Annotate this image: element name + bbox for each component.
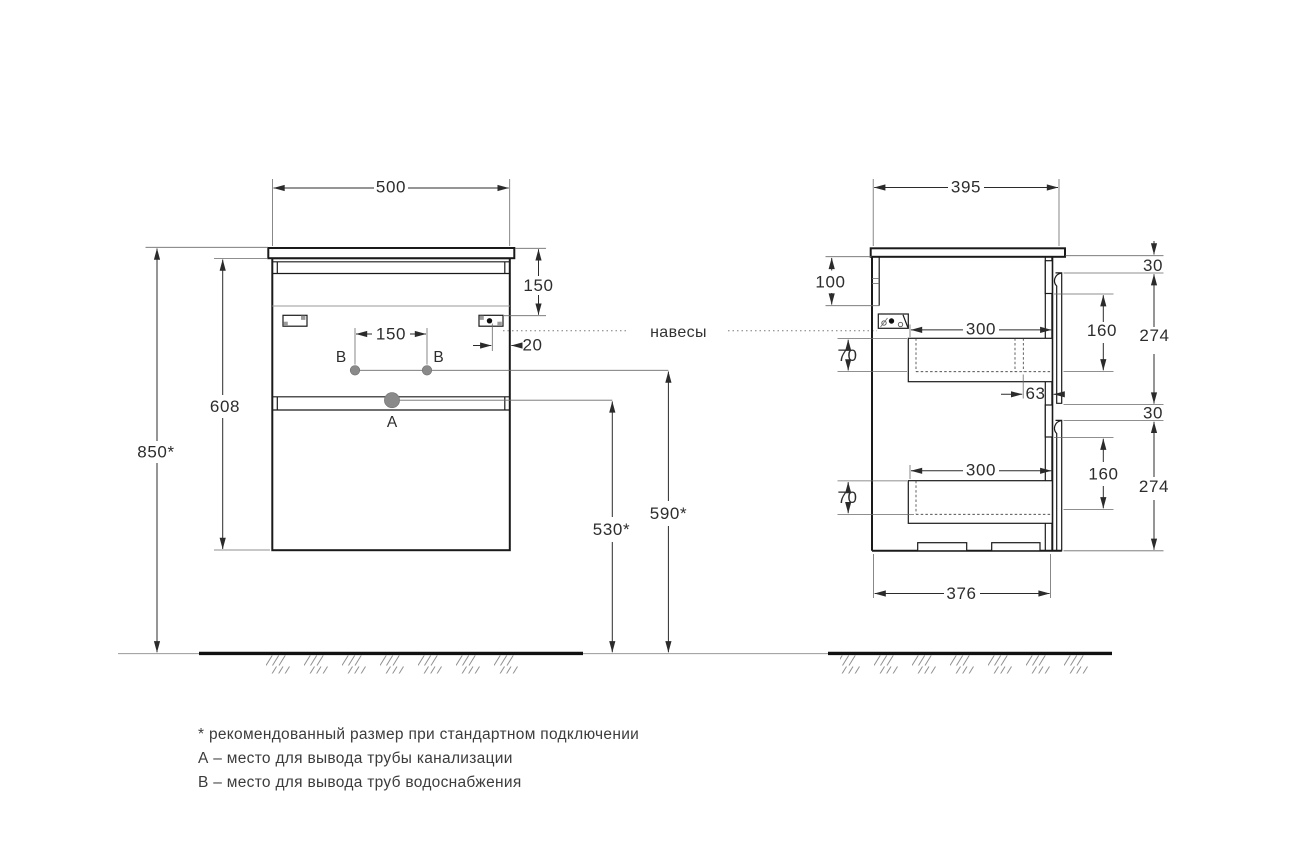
dim-upper-section: 274 — [1139, 325, 1170, 345]
dim-top-depth: 395 — [950, 177, 982, 197]
front-left-hanger-bracket — [283, 315, 307, 326]
footnote-recommended-size: * рекомендованный размер при стандартном подключении — [198, 726, 640, 743]
label-water-right: B — [433, 349, 444, 366]
dim-upper-drawer-front: 70 — [837, 345, 858, 365]
dim-back-clearance: 100 — [815, 272, 846, 292]
hangers-callout — [503, 324, 877, 341]
dim-bottom-depth: 376 — [946, 584, 977, 603]
footnote-drain-outlet: А – место для вывода трубы канализации — [198, 750, 513, 767]
lower-wall-rail — [1055, 420, 1062, 550]
footnote-water-outlet: В – место для вывода труб водоснабжения — [198, 774, 522, 791]
floor-hatching-right — [840, 656, 1096, 674]
upper-wall-rail — [1055, 273, 1062, 403]
dim-lower-drawer-depth: 300 — [965, 460, 997, 480]
dim-top-to-hanger: 150 — [523, 276, 554, 295]
upper-drawer — [908, 338, 1052, 381]
dim-upper-drawer-depth: 300 — [965, 319, 997, 339]
dim-body-height: 608 — [209, 396, 241, 416]
dim-mount-height: 850* — [137, 442, 175, 462]
floor — [118, 653, 1112, 673]
lower-hanger-block — [1045, 405, 1052, 437]
upper-hanger-block — [1045, 261, 1052, 294]
water-outlet-hole-right — [422, 366, 432, 376]
hangers-label: навесы — [650, 323, 707, 341]
lower-drawer — [908, 481, 1052, 524]
dim-lower-gap: 30 — [1142, 403, 1164, 423]
drain-outlet-hole — [384, 393, 399, 408]
dim-lower-rail-height: 160 — [1088, 464, 1119, 484]
floor-hatching-left — [257, 656, 525, 674]
foot-back — [992, 543, 1040, 551]
front-countertop — [268, 248, 514, 258]
dim-back-offset: 63 — [1025, 384, 1046, 404]
side-countertop — [871, 248, 1065, 256]
front-view — [268, 248, 668, 550]
dim-front-width: 500 — [375, 177, 407, 197]
dim-lower-drawer-front: 70 — [837, 487, 858, 507]
dim-upper-gap: 30 — [1142, 255, 1164, 275]
dim-drain-outlet-height: 530* — [592, 520, 631, 539]
label-water-left: B — [335, 349, 347, 366]
water-outlet-hole-left — [350, 366, 360, 376]
front-right-hanger-bracket — [479, 315, 503, 326]
label-drain: A — [386, 413, 398, 431]
dim-water-outlet-height: 590* — [649, 504, 688, 523]
footnotes — [198, 726, 639, 791]
dim-lower-section: 274 — [1138, 476, 1170, 496]
dim-outlet-spacing: 150 — [375, 324, 407, 344]
side-view-dimensions — [815, 178, 1169, 603]
dim-upper-rail-height: 160 — [1086, 321, 1118, 340]
dim-hanger-edge-offset: 20 — [522, 335, 543, 355]
side-hanger-bracket — [878, 314, 908, 328]
foot-front — [918, 543, 967, 551]
